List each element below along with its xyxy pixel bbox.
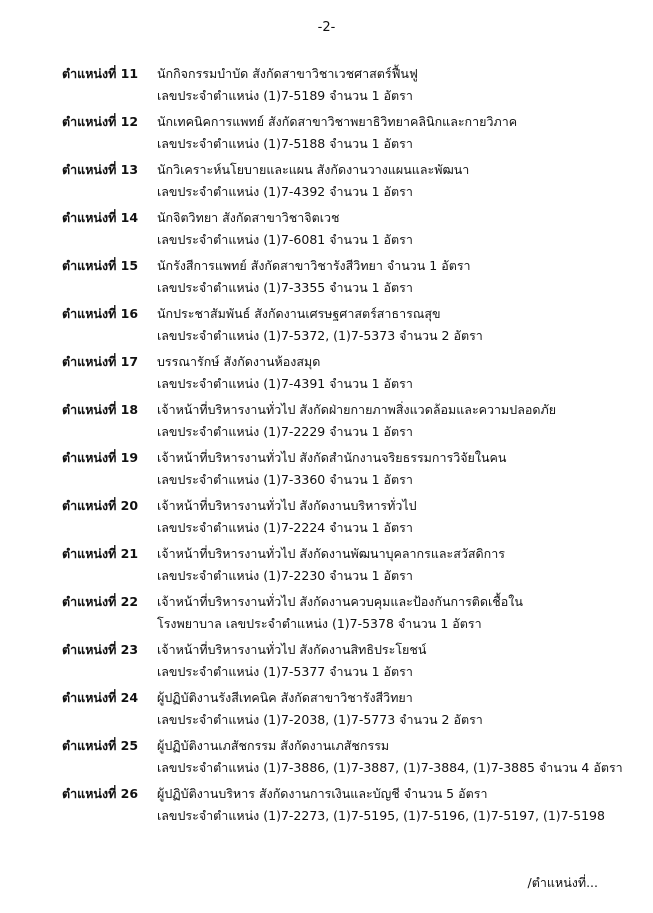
position-detail: เลขประจำตำแหน่ง (1)7-5372, (1)7-5373 จำนวน 2 อัตรา [157, 328, 483, 343]
position-entry [62, 591, 642, 635]
position-title: นักเทคนิคการแพทย์ สังกัดสาขาวิชาพยาธิวิทยาคลินิกและกายวิภาค [157, 114, 518, 129]
position-label: ตำแหน่งที่ 19 [62, 450, 139, 465]
position-detail: เลขประจำตำแหน่ง (1)7-2038, (1)7-5773 จำนวน 2 อัตรา [157, 712, 483, 727]
position-label: ตำแหน่งที่ 11 [62, 66, 139, 81]
position-title: นักประชาสัมพันธ์ สังกัดงานเศรษฐศาสตร์สาธารณสุข [157, 306, 441, 321]
position-label: ตำแหน่งที่ 25 [62, 738, 139, 753]
position-detail: เลขประจำตำแหน่ง (1)7-2229 จำนวน 1 อัตรา [157, 424, 413, 439]
position-title: เจ้าหน้าที่บริหารงานทั่วไป สังกัดสำนักงานจริยธรรมการวิจัยในคน [157, 450, 507, 465]
position-entry [62, 111, 642, 155]
position-label: ตำแหน่งที่ 14 [62, 210, 139, 225]
position-label: ตำแหน่งที่ 18 [62, 402, 139, 417]
position-label: ตำแหน่งที่ 16 [62, 306, 139, 321]
position-title: เจ้าหน้าที่บริหารงานทั่วไป สังกัดงานพัฒนาบุคลากรและสวัสดิการ [157, 546, 505, 561]
position-detail: เลขประจำตำแหน่ง (1)7-3360 จำนวน 1 อัตรา [157, 472, 413, 487]
position-label: ตำแหน่งที่ 17 [62, 354, 139, 369]
position-entry [62, 63, 642, 107]
position-entry [62, 447, 642, 491]
position-detail: เลขประจำตำแหน่ง (1)7-2273, (1)7-5195, (1)7-5196, (1)7-5197, (1)7-5198 [157, 808, 605, 823]
position-title: บรรณารักษ์ สังกัดงานห้องสมุด [157, 354, 321, 369]
position-title: เจ้าหน้าที่บริหารงานทั่วไป สังกัดฝ่ายกายภาพสิ่งแวดล้อมและความปลอดภัย [157, 402, 557, 417]
position-detail: โรงพยาบาล เลขประจำตำแหน่ง (1)7-5378 จำนวน 1 อัตรา [157, 616, 482, 631]
continuation-note: /ตำแหน่งที่... [527, 875, 598, 890]
position-title: เจ้าหน้าที่บริหารงานทั่วไป สังกัดงานบริหารทั่วไป [157, 498, 417, 513]
position-entry [62, 735, 642, 779]
position-detail: เลขประจำตำแหน่ง (1)7-3886, (1)7-3887, (1)7-3884, (1)7-3885 จำนวน 4 อัตรา [157, 760, 623, 775]
position-label: ตำแหน่งที่ 23 [62, 642, 139, 657]
position-entry [62, 303, 642, 347]
position-entry [62, 783, 642, 827]
page-number: -2- [317, 20, 336, 35]
position-title: นักวิเคราะห์นโยบายและแผน สังกัดงานวางแผนและพัฒนา [157, 162, 470, 177]
position-entry [62, 687, 642, 731]
position-detail: เลขประจำตำแหน่ง (1)7-4391 จำนวน 1 อัตรา [157, 376, 413, 391]
position-entry [62, 159, 642, 203]
position-entry [62, 639, 642, 683]
position-detail: เลขประจำตำแหน่ง (1)7-5188 จำนวน 1 อัตรา [157, 136, 413, 151]
position-detail: เลขประจำตำแหน่ง (1)7-3355 จำนวน 1 อัตรา [157, 280, 413, 295]
position-title: เจ้าหน้าที่บริหารงานทั่วไป สังกัดงานสิทธิประโยชน์ [157, 642, 427, 657]
position-title: ผู้ปฏิบัติงานเภสัชกรรม สังกัดงานเภสัชกรรม [157, 738, 390, 753]
position-detail: เลขประจำตำแหน่ง (1)7-5189 จำนวน 1 อัตรา [157, 88, 413, 103]
position-entry [62, 255, 642, 299]
position-detail: เลขประจำตำแหน่ง (1)7-6081 จำนวน 1 อัตรา [157, 232, 413, 247]
position-title: นักกิจกรรมบำบัด สังกัดสาขาวิชาเวชศาสตร์ฟื้นฟู [157, 66, 418, 81]
position-entry [62, 207, 642, 251]
position-entry [62, 495, 642, 539]
position-title: ผู้ปฏิบัติงานรังสีเทคนิค สังกัดสาขาวิชารังสีวิทยา [157, 690, 413, 705]
position-label: ตำแหน่งที่ 21 [62, 546, 139, 561]
position-title: นักจิตวิทยา สังกัดสาขาวิชาจิตเวช [157, 210, 340, 225]
position-entry [62, 351, 642, 395]
position-entry [62, 399, 642, 443]
position-detail: เลขประจำตำแหน่ง (1)7-5377 จำนวน 1 อัตรา [157, 664, 413, 679]
position-entry [62, 543, 642, 587]
position-list [62, 63, 642, 827]
position-label: ตำแหน่งที่ 20 [62, 498, 139, 513]
position-title: นักรังสีการแพทย์ สังกัดสาขาวิชารังสีวิทยา จำนวน 1 อัตรา [157, 258, 471, 273]
position-label: ตำแหน่งที่ 15 [62, 258, 139, 273]
position-detail: เลขประจำตำแหน่ง (1)7-4392 จำนวน 1 อัตรา [157, 184, 413, 199]
position-detail: เลขประจำตำแหน่ง (1)7-2230 จำนวน 1 อัตรา [157, 568, 413, 583]
position-label: ตำแหน่งที่ 22 [62, 594, 139, 609]
position-title: เจ้าหน้าที่บริหารงานทั่วไป สังกัดงานควบคุมและป้องกันการติดเชื้อใน [157, 594, 523, 609]
position-detail: เลขประจำตำแหน่ง (1)7-2224 จำนวน 1 อัตรา [157, 520, 413, 535]
position-label: ตำแหน่งที่ 12 [62, 114, 139, 129]
position-label: ตำแหน่งที่ 13 [62, 162, 139, 177]
position-title: ผู้ปฏิบัติงานบริหาร สังกัดงานการเงินและบัญชี จำนวน 5 อัตรา [157, 786, 488, 801]
position-label: ตำแหน่งที่ 24 [62, 690, 139, 705]
position-label: ตำแหน่งที่ 26 [62, 786, 139, 801]
